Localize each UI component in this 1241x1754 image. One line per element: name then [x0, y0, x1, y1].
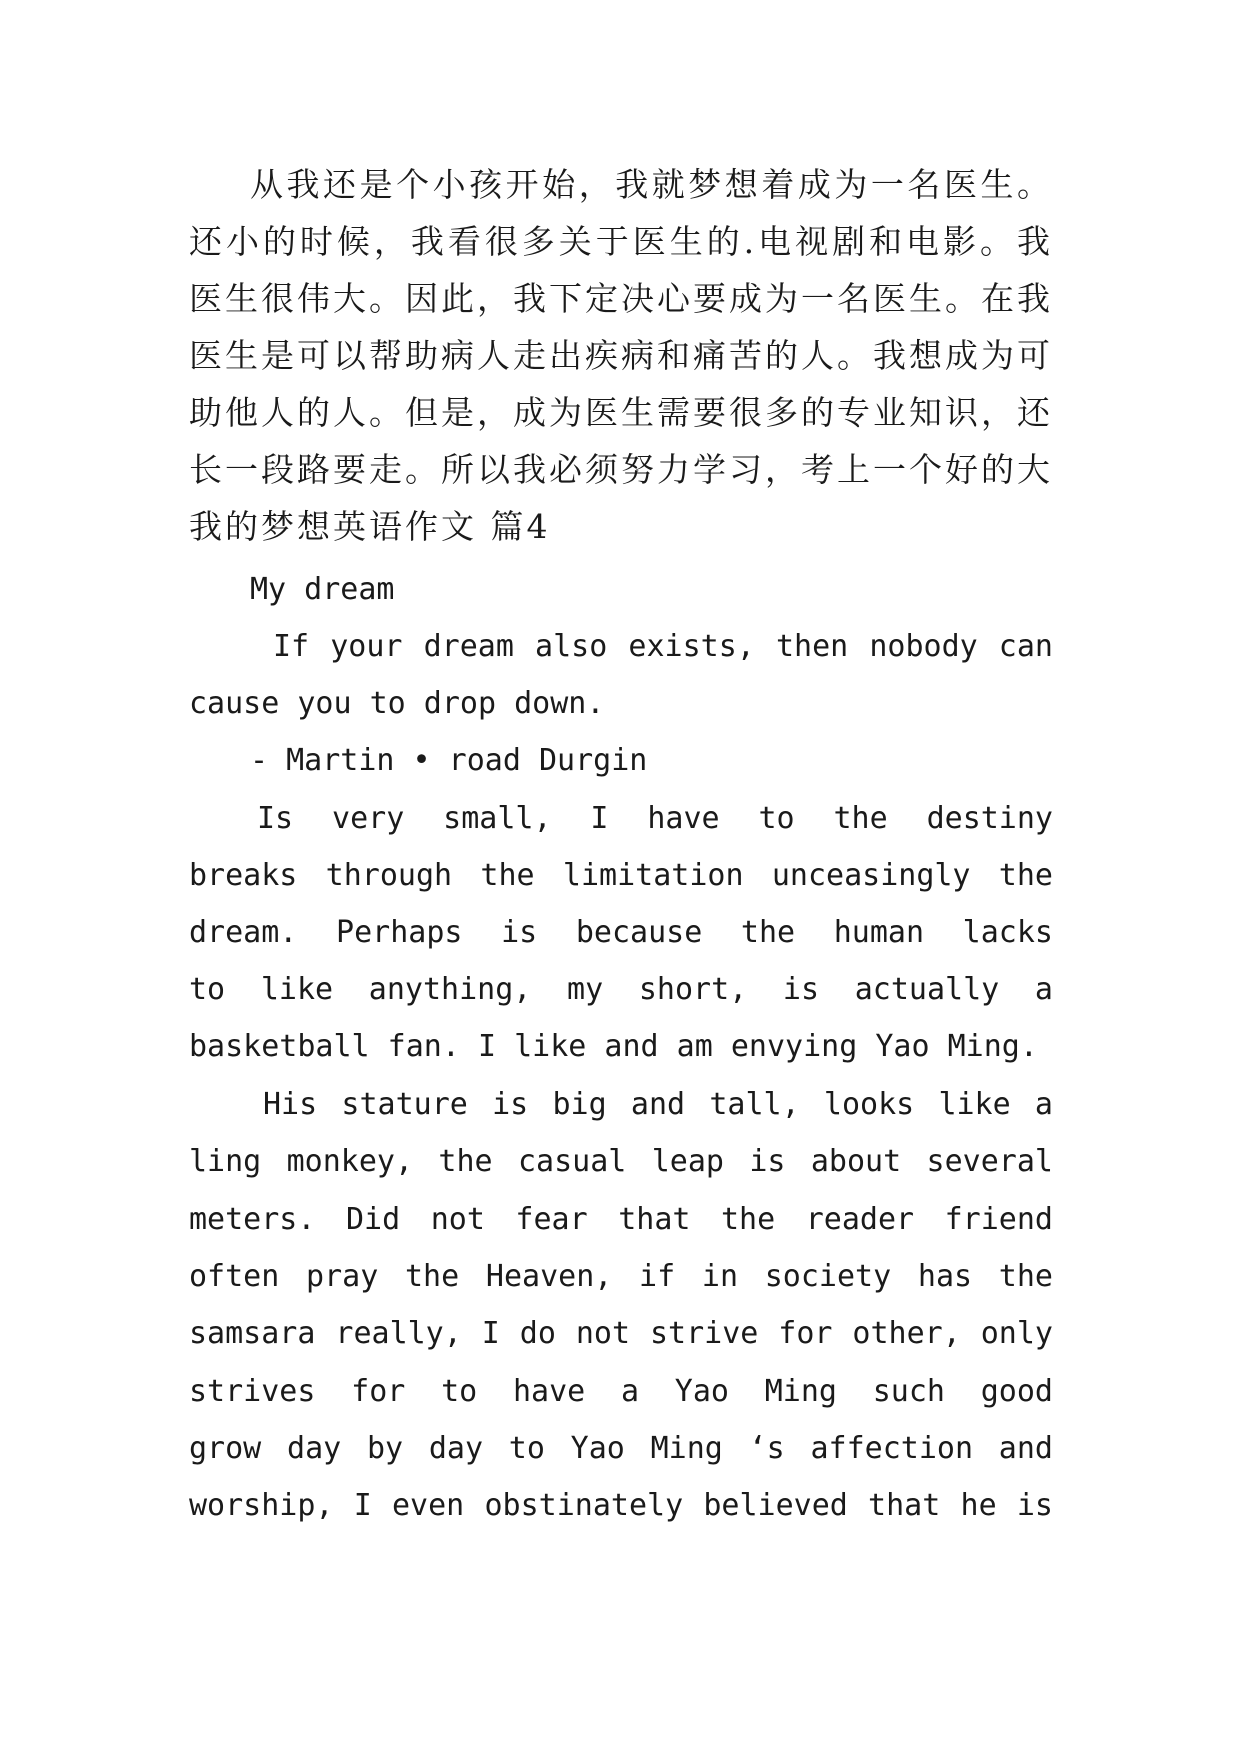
paragraph-line: 医生很伟大。因此，我下定决心要成为一名医生。在我 — [189, 279, 1053, 318]
paragraph-line: breaks through the limitation unceasingly the — [189, 858, 1053, 893]
paragraph-line: samsara really, I do not strive for other, only — [189, 1316, 1053, 1351]
paragraph-line: 医生是可以帮助病人走出疾病和痛苦的人。我想成为可 — [189, 336, 1053, 375]
quote-attribution: - Martin • road Durgin — [250, 743, 648, 778]
paragraph-line: ling monkey, the casual leap is about several — [189, 1144, 1053, 1179]
paragraph-line: Is very small, I have to the destiny — [257, 801, 1053, 836]
paragraph-line: often pray the Heaven, if in society has the — [189, 1259, 1053, 1294]
essay-title: My dream — [250, 572, 395, 607]
paragraph-line: strives for to have a Yao Ming such good — [189, 1374, 1053, 1409]
section-heading: 我的梦想英语作文 篇4 — [189, 507, 551, 546]
paragraph-line: worship, I even obstinately believed that he is — [189, 1488, 1053, 1523]
paragraph-line: 长一段路要走。所以我必须努力学习，考上一个好的大 — [189, 450, 1053, 489]
paragraph-line: to like anything, my short, is actually a — [189, 972, 1053, 1007]
paragraph-line: 助他人的人。但是，成为医生需要很多的专业知识，还 — [189, 393, 1053, 432]
paragraph-line: His stature is big and tall, looks like a — [263, 1087, 1053, 1122]
quote-line: cause you to drop down. — [189, 686, 605, 721]
paragraph-line: 从我还是个小孩开始，我就梦想着成为一名医生。 — [250, 165, 1053, 204]
paragraph-line: grow day by day to Yao Ming ‘s affection and — [189, 1431, 1053, 1466]
quote-line: If your dream also exists, then nobody can — [273, 629, 1053, 664]
paragraph-line: dream. Perhaps is because the human lacks — [189, 915, 1053, 950]
paragraph-line: 还小的时候，我看很多关于医生的.电视剧和电影。我 — [189, 222, 1053, 261]
paragraph-line: basketball fan. I like and am envying Yao Ming. — [189, 1029, 1038, 1064]
paragraph-line: meters. Did not fear that the reader friend — [189, 1202, 1053, 1237]
